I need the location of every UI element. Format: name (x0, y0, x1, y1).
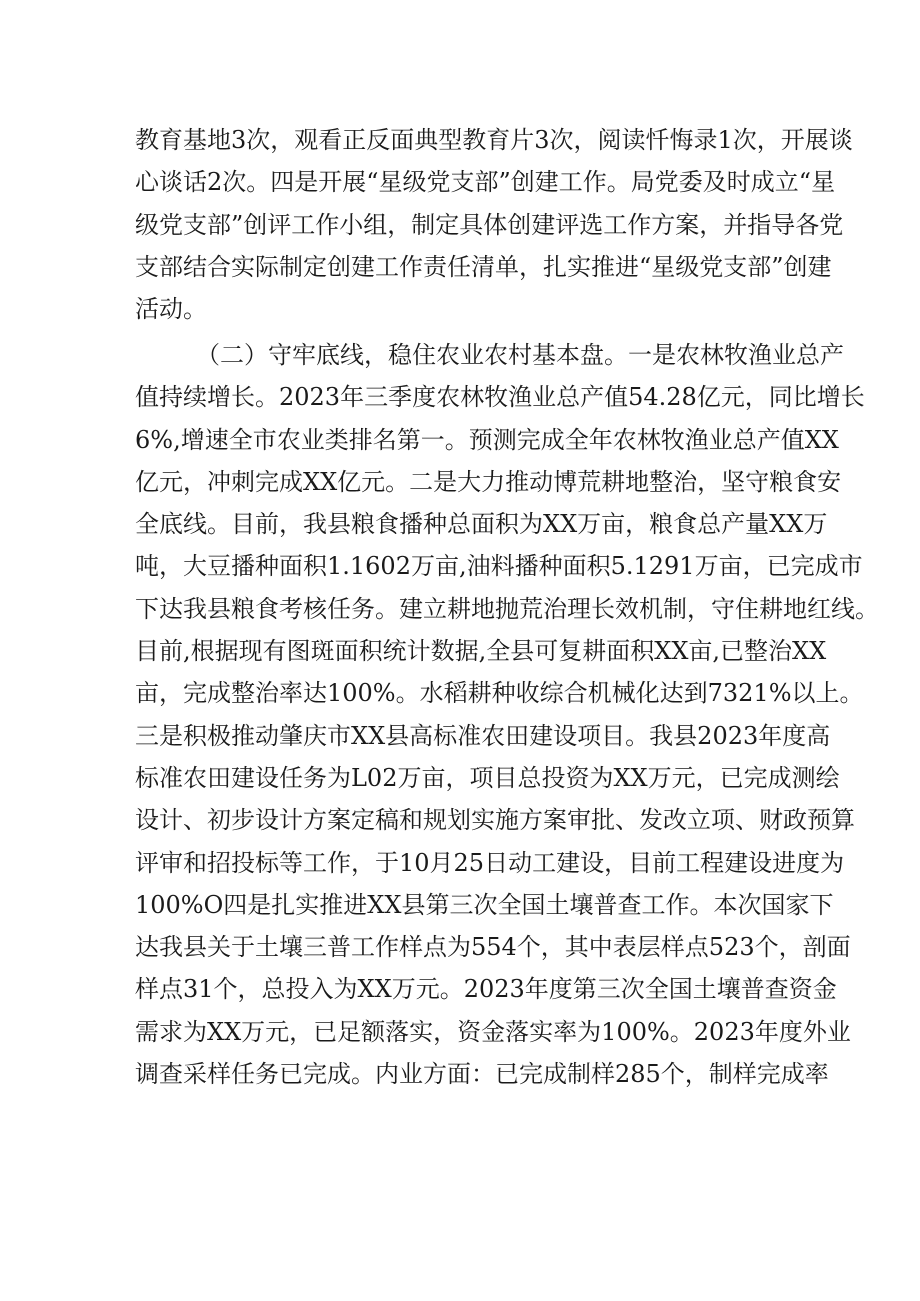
text-line: 三是积极推动肇庆市XX县高标准农田建设项目。我县2023年度高 (135, 721, 831, 750)
text-line: 心谈话2次。四是开展“星级党支部”创建工作。局党委及时成立“星 (135, 168, 836, 197)
paragraph-2 (135, 334, 879, 1095)
text-line: 达我县关于土壤三普工作样点为554个，其中表层样点523个，剖面 (135, 933, 851, 962)
text-line: 吨，大豆播种面积1.1602万亩,油料播种面积5.1291万亩，已完成市 (135, 552, 863, 581)
paragraph-1 (135, 119, 853, 330)
text-line: 调查采样任务已完成。内业方面：已完成制样285个，制样完成率 (135, 1060, 829, 1089)
text-line: 下达我县粮食考核任务。建立耕地抛荒治理长效机制，守住耕地红线。 (135, 594, 879, 623)
text-line: 级党支部”创评工作小组，制定具体创建评选工作方案，并指导各党 (135, 210, 844, 239)
text-line: 评审和招投标等工作，于10月25日动工建设，目前工程建设进度为 (135, 848, 845, 877)
text-line: 活动。 (135, 295, 207, 324)
text-line: 亿元，冲刺完成XX亿元。二是大力推动博荒耕地整治，坚守粮食安 (135, 467, 842, 496)
paragraph-heading-line: （二）守牢底线，稳住农业农村基本盘。一是农林牧渔业总产 (196, 341, 844, 369)
text-line: 100%O四是扎实推进XX县第三次全国土壤普查工作。本次国家下 (135, 890, 834, 919)
text-line: 亩，完成整治率达100%。水稻耕种收综合机械化达到7321%以上。 (135, 679, 864, 708)
text-line: 目前,根据现有图斑面积统计数据,全县可复耕面积XX亩,已整治XX (135, 637, 827, 666)
text-line: 全底线。目前，我县粮食播种总面积为XX万亩，粮食总产量XX万 (135, 510, 828, 539)
text-line: 6%,增速全市农业类排名第一。预测完成全年农林牧渔业总产值XX (135, 425, 839, 454)
text-line: 支部结合实际制定创建工作责任清单，扎实推进“星级党支部”创建 (135, 252, 832, 281)
text-line: 样点31个，总投入为XX万元。2023年度第三次全国土壤普查资金 (135, 975, 837, 1004)
text-line: 需求为XX万元，已足额落实，资金落实率为100%。2023年度外业 (135, 1017, 851, 1046)
text-line: 教育基地3次，观看正反面典型教育片3次，阅读忏悔录1次，开展谈 (135, 126, 853, 154)
text-line: 标准农田建设任务为L02万亩，项目总投资为XX万元，已完成测绘 (135, 763, 840, 792)
text-line: 设计、初步设计方案定稿和规划实施方案审批、发改立项、财政预算 (135, 806, 855, 835)
text-line: 值持续增长。2023年三季度农林牧渔业总产值54.28亿元，同比增长 (135, 383, 865, 412)
